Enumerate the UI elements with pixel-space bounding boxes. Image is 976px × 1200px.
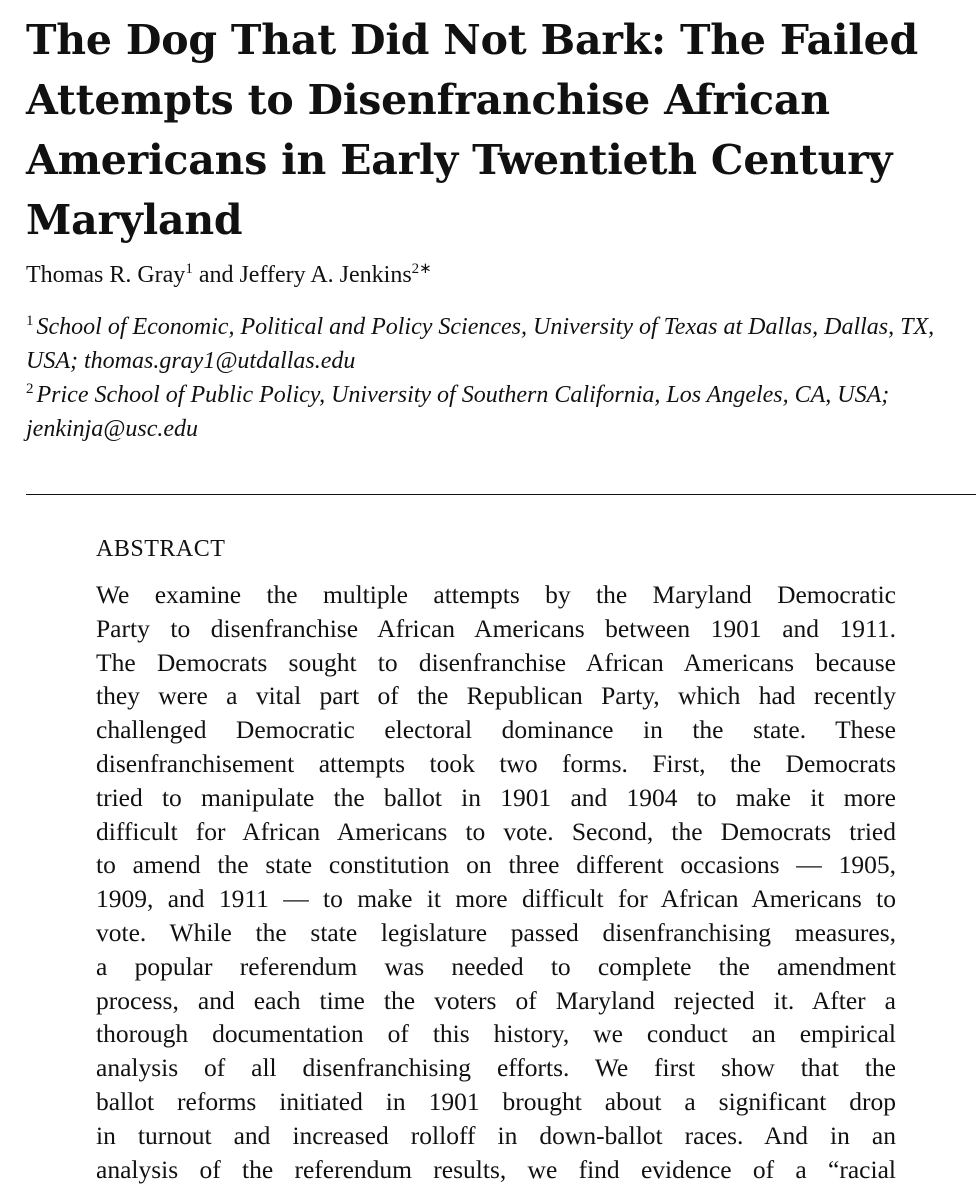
affiliation-text: School of Economic, Political and Policy Sciences, University of Texas at Dallas, Dallas, TX, USA; thomas.gray1@utdallas.edu — [26, 314, 935, 374]
abstract-heading: ABSTRACT — [96, 536, 226, 562]
abstract-line: 1909, and 1911 — to make it more difficult for African Americans to — [96, 884, 896, 914]
abstract-line: ballot reforms initiated in 1901 brought about a significant drop — [96, 1086, 896, 1116]
author-name: Thomas R. Gray — [26, 262, 186, 288]
abstract-line: We examine the multiple attempts by the Maryland Democratic — [96, 580, 896, 609]
affiliation-marker: 2 — [26, 381, 34, 397]
author-name: Jeffery A. Jenkins — [239, 262, 412, 288]
affiliation-marker: 1 — [26, 313, 34, 329]
abstract-line: they were a vital part of the Republican Party, which had recently — [96, 681, 896, 711]
author-conjunction: and — [198, 262, 234, 288]
abstract-line: process, and each time the voters of Maryland rejected it. After a — [96, 985, 896, 1015]
abstract-line: to amend the state constitution on three different occasions — 1905, — [96, 850, 896, 880]
author-superscript: 1 — [185, 261, 193, 277]
abstract-line: challenged Democratic electoral dominance in the state. These — [96, 715, 896, 745]
abstract-line: The Democrats sought to disenfranchise African Americans because — [96, 647, 896, 677]
abstract-line: disenfranchisement attempts took two forms. First, the Democrats — [96, 748, 896, 778]
abstract-line: in turnout and increased rolloff in down-ballot races. And in an — [96, 1120, 896, 1150]
abstract-line: a popular referendum was needed to complete the amendment — [96, 951, 896, 981]
author-superscript: 2∗ — [411, 261, 432, 277]
abstract-line: Party to disenfranchise African Americans between 1901 and 1911. — [96, 613, 896, 643]
paper-title: The Dog That Did Not Bark: The Failed Attempts to Disenfranchise African Americans in Early Twentieth Century Maryland — [26, 16, 918, 244]
affiliation — [26, 378, 956, 446]
affiliation — [26, 310, 956, 378]
abstract-line: tried to manipulate the ballot in 1901 and 1904 to make it more — [96, 782, 896, 812]
abstract-line: difficult for African Americans to vote. Second, the Democrats tried — [96, 816, 896, 846]
abstract-line: analysis of all disenfranchising efforts. We first show that the — [96, 1053, 896, 1083]
affiliation-list — [26, 310, 956, 446]
abstract-line: analysis of the referendum results, we find evidence of a “racial — [96, 1154, 896, 1184]
affiliation-text: Price School of Public Policy, University of Southern California, Los Angeles, CA, USA; jenkinja@usc.edu — [26, 382, 890, 442]
abstract-line: vote. While the state legislature passed disenfranchising measures, — [96, 917, 896, 947]
author-list — [26, 258, 432, 292]
section-divider — [26, 494, 976, 495]
abstract-body — [96, 578, 896, 1186]
abstract-line: thorough documentation of this history, we conduct an empirical — [96, 1019, 896, 1049]
